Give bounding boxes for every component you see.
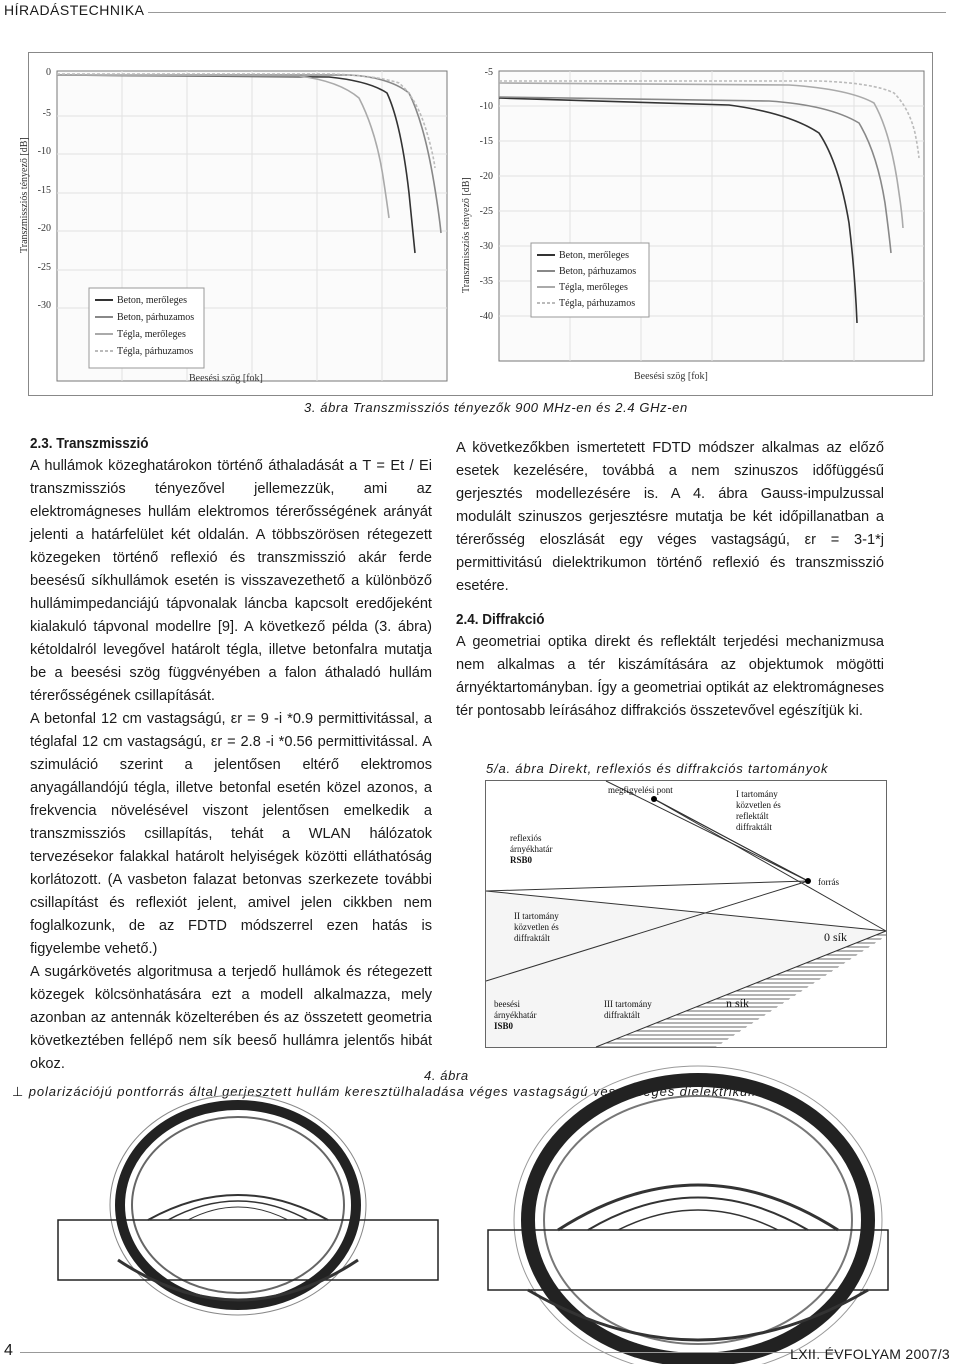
label-n-plane: n sík: [726, 996, 750, 1010]
figure-4-left-panel: [58, 1095, 438, 1315]
right-ytick: -10: [479, 101, 493, 112]
section-heading-diffrakcio: 2.4. Diffrakció: [456, 611, 545, 628]
right-plot: [461, 67, 924, 382]
figure-5a: [485, 780, 887, 1048]
left-ytick: -5: [42, 108, 51, 119]
left-ytick: 0: [46, 67, 51, 78]
left-xlabel: Beesési szög [fok]: [189, 373, 263, 384]
right-legend-item: Tégla, párhuzamos: [559, 298, 636, 309]
right-ytick: -35: [479, 276, 493, 287]
figure-5a-caption: 5/a. ábra Direkt, reflexiós és diffrakciós tartományok: [486, 761, 829, 776]
left-paragraph-1: A hullámok közeghatárokon történő áthaladását a T = Et / Ei transzmissziós tényezővel jellemezzük, ami az elektromágneses hullám elektromos térerősségének arányát jelenti a határfelület két oldalán. A többszörösen rétegezett közegeken történő reflexió és transzmisszió akár ferde beesésű síkhullámok esetén is visszavezethető a különböző hullámimpedanciájú tápvonalak láncba kapcsolt eredőjeként kialakuló tápvonal modellre [9]. A következő példa (3. ábra) kétoldalról levegővel határolt tégla, illetve betonfalra mutatja be a beesési szög függvényében a falon áthaladó hullám térerősségének csillapítását.: [30, 458, 432, 704]
footer-rule: [20, 1352, 840, 1353]
figure-4-right-panel: [488, 1066, 888, 1364]
left-paragraph-3: A sugárkövetés algoritmusa a terjedő hullámok és rétegezett közegek kölcsönhatására ezt a modell alkalmazza, mely azonban az antennák közelterében és az összetett geometria következtében fellépő nem sík beeső hullámra jelentős hibát okoz.: [30, 964, 432, 1072]
left-legend-item: Beton, párhuzamos: [117, 312, 195, 323]
right-paragraph-2: A geometriai optika direkt és reflektált terjedési mechanizmusa nem alkalmas a tér kiszámítására az objektumok mögötti árnyéktartományban. Így a geometriai optikát az elektromágneses tér pontosabb leírásához diffrakciós összetevővel egészítjük ki.: [456, 634, 884, 719]
right-ytick: -25: [479, 206, 493, 217]
label-region3-line2: diffraktált: [604, 1010, 640, 1020]
label-reflex-shadow-2: árnyékhatár: [510, 844, 553, 854]
label-incident-shadow-1: beesési: [494, 999, 520, 1009]
label-region3-line1: III tartomány: [604, 999, 652, 1009]
label-source: forrás: [818, 877, 839, 887]
left-ytick: -10: [37, 146, 51, 157]
label-region1-line4: diffraktált: [736, 822, 772, 832]
label-region2-line2: közvetlen és: [514, 922, 559, 932]
label-reflex-shadow-1: reflexiós: [510, 833, 542, 843]
page-number: 4: [4, 1342, 13, 1359]
figure-4-number: 4. ábra: [424, 1068, 469, 1083]
label-reflex-shadow-3: RSB0: [510, 855, 533, 865]
source-marker: [805, 878, 811, 884]
label-region1-line1: I tartomány: [736, 789, 778, 799]
right-column: [456, 437, 884, 723]
left-legend-item: Tégla, merőleges: [117, 329, 186, 340]
right-legend-item: Tégla, merőleges: [559, 282, 628, 293]
left-paragraph-2: A betonfal 12 cm vastagságú, εr = 9 -i *0.9 permittivitással, a téglafal 12 cm vastagságú, εr = 2.8 -i *0.56 permittivitással. A szimuláció szerint a jelentősen eltérő elektromos anyagállandójú tégla, illetve betonfal esetén közel azonos, a frekvencia növelésével viszont jelentősen emelkedik a transzmissziós csillapítás, tehát a WLAN hálózatok tervezésekor falakkal határolt helyiségek közötti elláthatóság korlátozott. (A vasbeton falazat betonvas szerkezete további csillapítást és reflexiót jelent, amivel jelen cikkben nem foglalkozunk, de az FDTD módszerrel ezen hatás is figyelembe vehető.): [30, 711, 432, 957]
right-xlabel: Beesési szög [fok]: [634, 371, 708, 382]
figure-5a-diagram: [486, 781, 886, 1047]
right-legend-item: Beton, párhuzamos: [559, 266, 637, 277]
right-legend-item: Beton, merőleges: [559, 250, 629, 261]
label-region1-line2: közvetlen és: [736, 800, 781, 810]
label-region2-line1: II tartomány: [514, 911, 559, 921]
left-legend-item: Beton, merőleges: [117, 295, 187, 306]
left-ytick: -30: [37, 300, 51, 311]
label-incident-shadow-3: ISB0: [494, 1021, 514, 1031]
observation-point-marker: [651, 796, 657, 802]
figure-3: [19, 52, 933, 396]
left-ytick: -15: [37, 185, 51, 196]
figure-4-caption: ⊥ polarizációjú pontforrás által gerjesztett hullám keresztülhaladása véges vastagságú veszteséges dielektrikumon: [12, 1084, 777, 1099]
left-plot: [19, 67, 447, 384]
running-head: HÍRADÁSTECHNIKA: [4, 2, 145, 18]
figure-4-field-plots: [58, 1110, 890, 1332]
figure-3-caption: 3. ábra Transzmissziós tényezők 900 MHz-en és 2.4 GHz-en: [304, 400, 688, 415]
left-ytick: -20: [37, 223, 51, 234]
left-ylabel: Transzmissziós tényező [dB]: [19, 137, 30, 253]
figure-4: [58, 1110, 890, 1332]
right-ylabel: Transzmissziós tényező [dB]: [461, 177, 472, 293]
right-ytick: -15: [479, 136, 493, 147]
right-ytick: -20: [479, 171, 493, 182]
left-ytick: -25: [37, 262, 51, 273]
left-legend-item: Tégla, párhuzamos: [117, 346, 194, 357]
volume-label: LXII. ÉVFOLYAM 2007/3: [790, 1346, 950, 1362]
label-observation-point: megfigyelési pont: [608, 785, 673, 795]
label-region2-line3: diffraktált: [514, 933, 550, 943]
right-ytick: -30: [479, 241, 493, 252]
label-region1-line3: reflektált: [736, 811, 769, 821]
right-ytick: -5: [484, 67, 493, 78]
figure-3-plots: [19, 53, 934, 397]
label-zero-plane: 0 sík: [824, 930, 848, 944]
right-ytick: -40: [479, 311, 493, 322]
section-heading-transzmisszio: 2.3. Transzmisszió: [30, 435, 149, 452]
label-incident-shadow-2: árnyékhatár: [494, 1010, 537, 1020]
header-rule: [148, 12, 946, 13]
left-column: [30, 432, 432, 1076]
right-paragraph-1: A következőkben ismertetett FDTD módszer alkalmas az előző esetek kezelésére, továbbá a nem szinuszos időfüggésű gerjesztés modellezésére is. A 4. ábra Gauss-impulzussal modulált szinuszos gerjesztésre mutatja be két időpillanatban a térerősség eloszlását egy véges vastagságú, εr = 3-1*j permittivitású dielektrikumon történő reflexió és transzmisszió esetére.: [456, 440, 884, 594]
